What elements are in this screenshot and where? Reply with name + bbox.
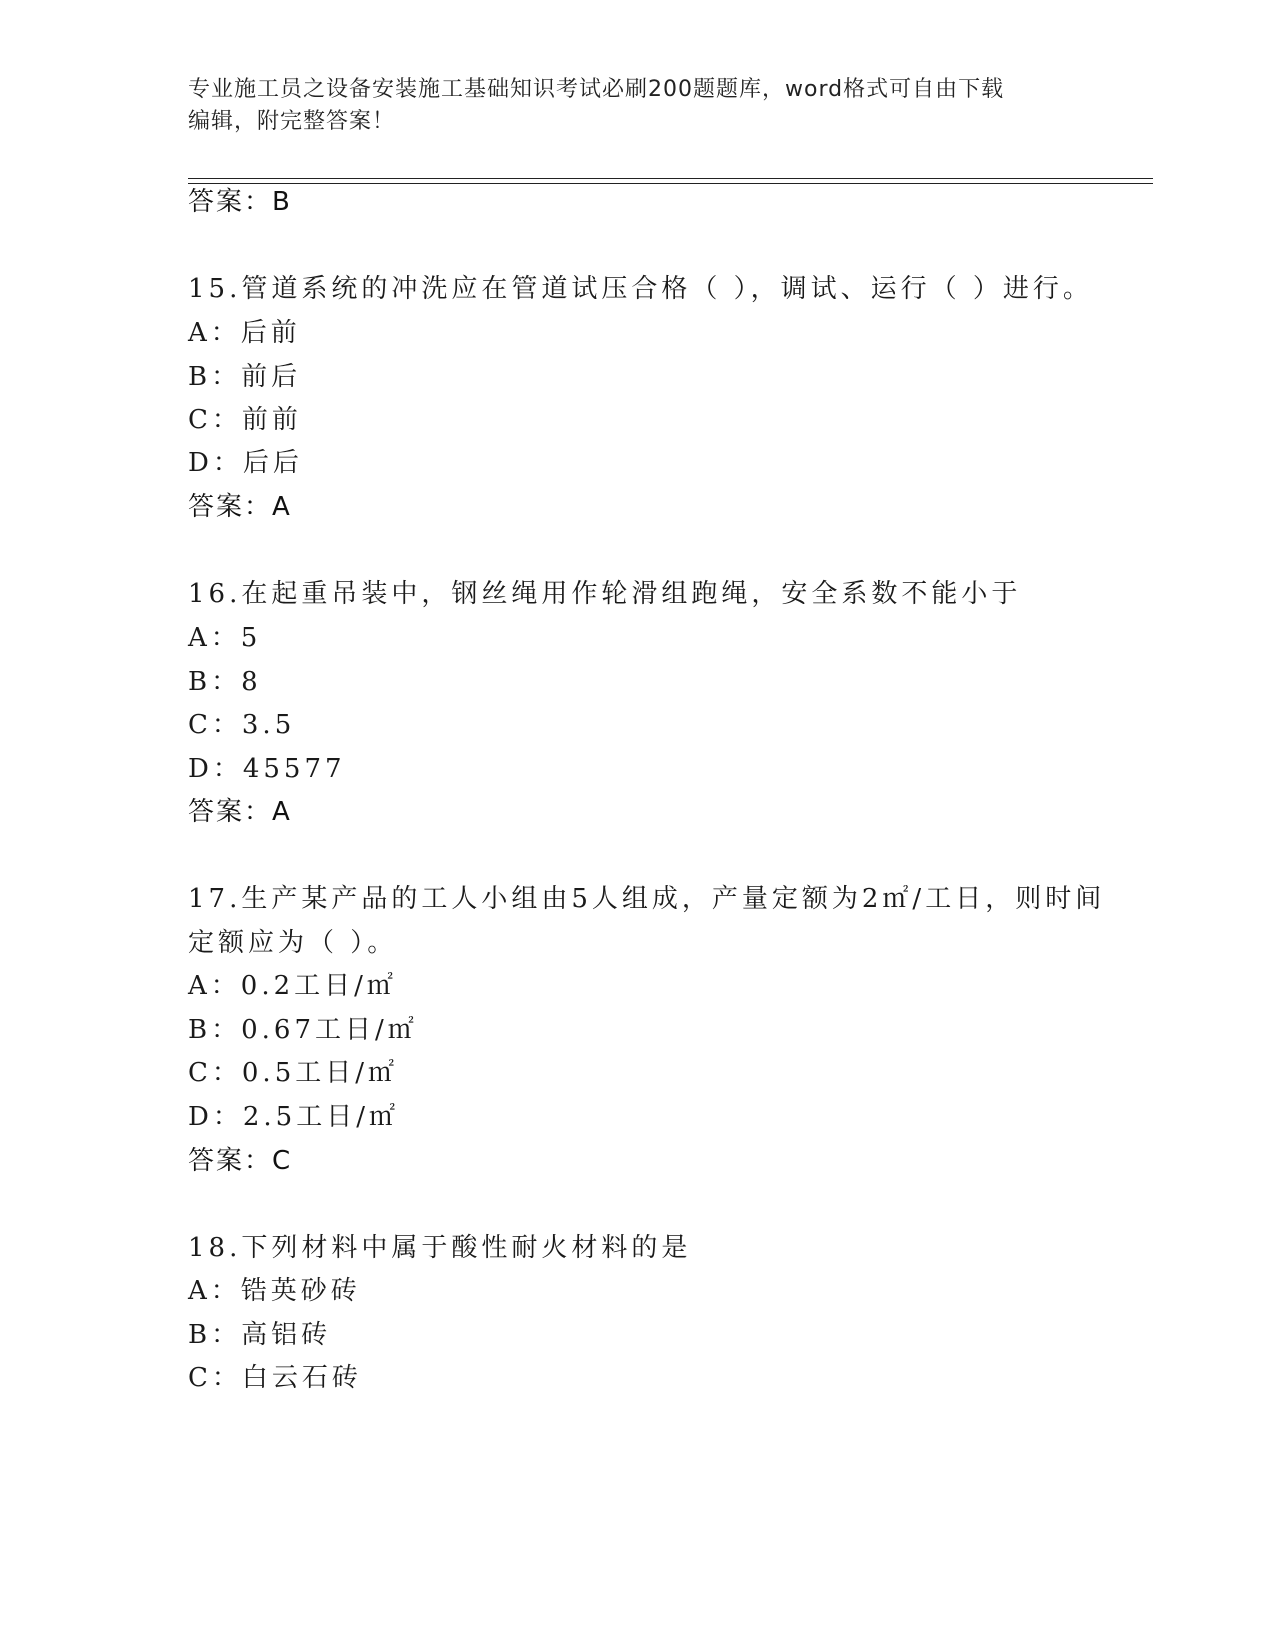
question-16-option-a: A：5 — [188, 623, 262, 653]
question-15-option-d: D：后后 — [188, 448, 303, 478]
question-15-option-a: A：后前 — [188, 318, 301, 348]
question-16-option-d: D：45577 — [188, 754, 346, 784]
question-16-option-c: C：3.5 — [188, 710, 296, 740]
header-line-1: 专业施工员之设备安装施工基础知识考试必刷200题题库，word格式可自由下载 — [188, 77, 1005, 102]
question-17-option-a: A：0.2工日/㎡ — [188, 971, 397, 1001]
answer-q14: 答案：B — [188, 187, 292, 217]
question-16-stem: 16.在起重吊装中，钢丝绳用作轮滑组跑绳，安全系数不能小于 — [188, 579, 1022, 609]
header-line-2: 编辑，附完整答案！ — [188, 109, 396, 134]
question-17-stem-line-1: 17.生产某产品的工人小组由5人组成，产量定额为2㎡/工日，则时间 — [188, 884, 1106, 914]
question-18-option-c: C：白云石砖 — [188, 1363, 362, 1393]
header-rule-top — [188, 178, 1153, 179]
question-16-option-b: B：8 — [188, 667, 262, 697]
answer-q16: 答案：A — [188, 797, 292, 827]
question-17-stem-line-2: 定额应为（ ）。 — [188, 928, 398, 958]
header-rule-bottom — [188, 183, 1153, 184]
question-18-stem: 18.下列材料中属于酸性耐火材料的是 — [188, 1233, 692, 1263]
question-18-option-b: B：高铝砖 — [188, 1320, 332, 1350]
question-18-option-a: A：锆英砂砖 — [188, 1276, 361, 1306]
question-15-option-b: B：前后 — [188, 362, 302, 392]
question-17-option-c: C：0.5工日/㎡ — [188, 1058, 399, 1088]
answer-q17: 答案：C — [188, 1146, 293, 1176]
question-15-option-c: C：前前 — [188, 405, 302, 435]
answer-q15: 答案：A — [188, 492, 292, 522]
question-17-option-b: B：0.67工日/㎡ — [188, 1015, 418, 1045]
question-17-option-d: D：2.5工日/㎡ — [188, 1102, 399, 1132]
document-header — [188, 74, 1088, 138]
question-15-stem: 15.管道系统的冲洗应在管道试压合格（ ），调试、运行（ ）进行。 — [188, 274, 1093, 304]
